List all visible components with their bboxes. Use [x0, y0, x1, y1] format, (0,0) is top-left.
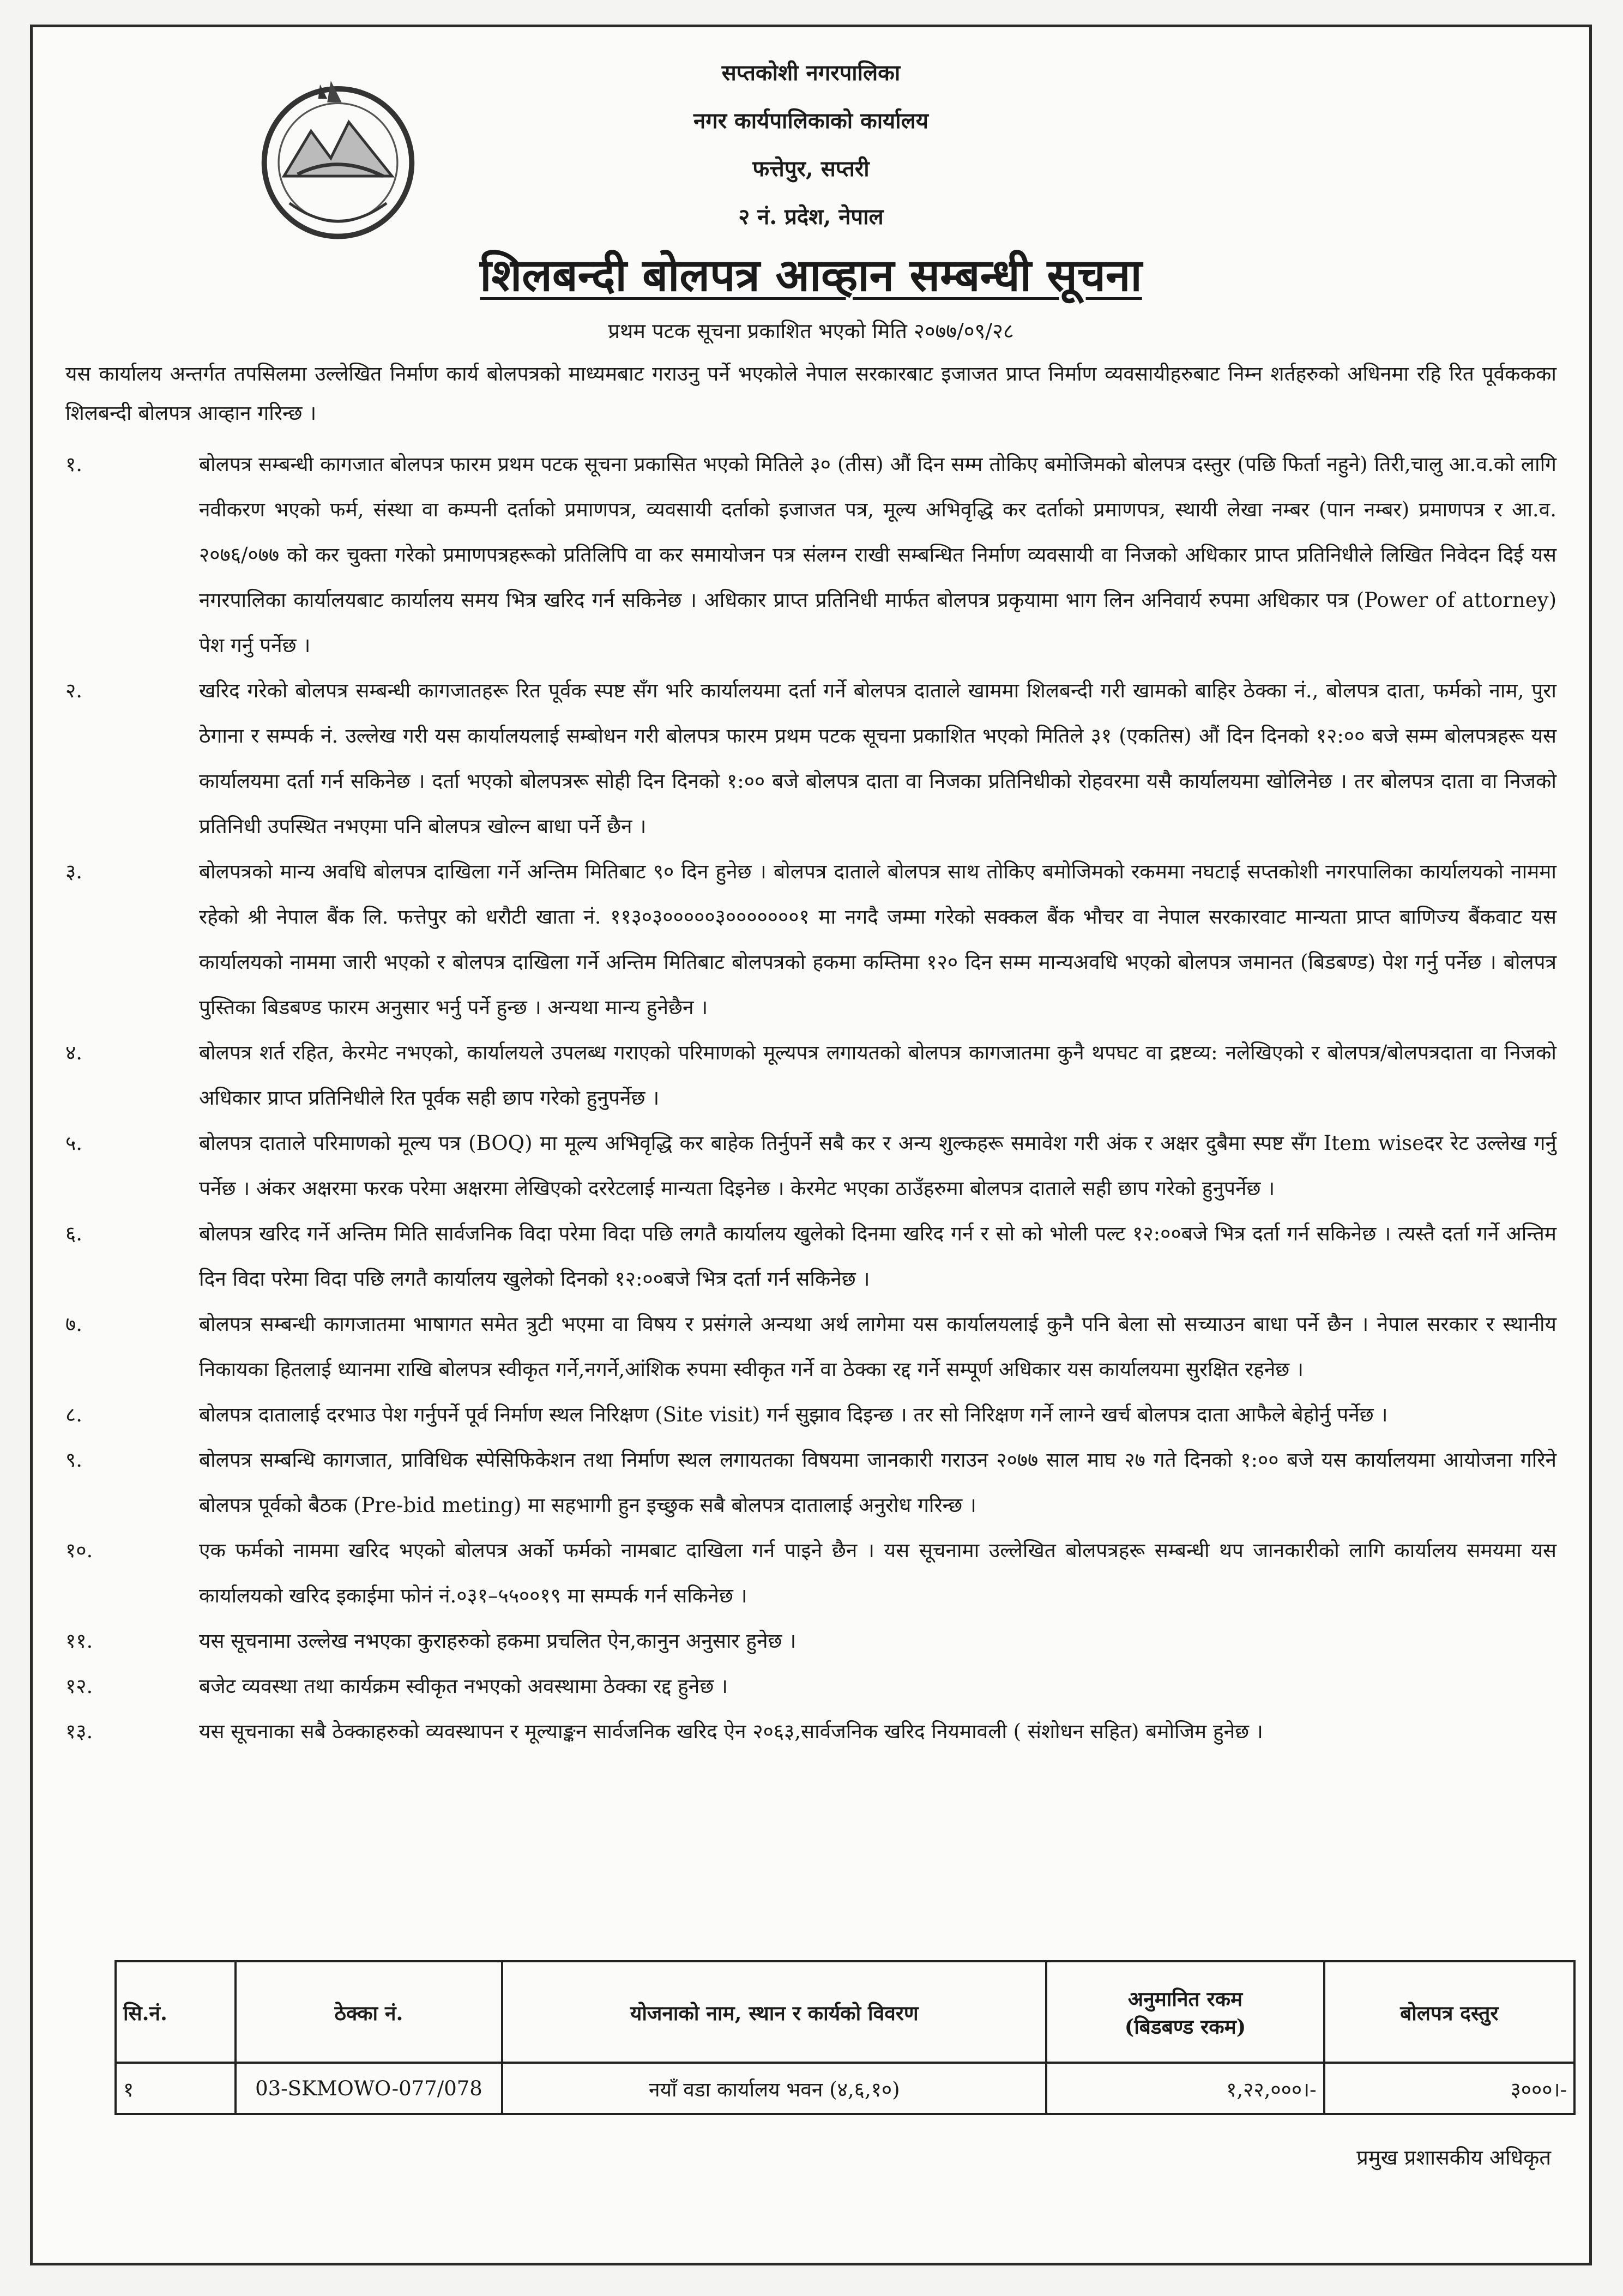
term-number: १. [65, 453, 83, 476]
term-item [65, 1030, 1556, 1120]
table-row [116, 2063, 1574, 2114]
cell-estimate: १,२२,०००।- [1046, 2063, 1324, 2114]
term-text: बोलपत्र दाताले परिमाणको मूल्य पत्र (BOQ) मा मूल्य अभिवृद्धि कर बाहेक तिर्नुपर्ने सबै कर र अन्य शुल्कहरू समावेश गरी अंक र अक्षर दुबैमा स्पष्ट सँग Item wiseदर रेट उल्लेख गर्नु पर्नेछ । अंकर अक्षरमा फरक परेमा अक्षरमा लेखिएको दररेटलाई मान्यता दिइनेछ । केरमेट भएका ठाउँहरुमा बोलपत्र दाताले सही छाप गरेको हुनुपर्नेछ । [199, 1131, 1556, 1200]
term-item [65, 1618, 1556, 1664]
term-number: १३. [65, 1720, 93, 1743]
term-item [65, 1437, 1556, 1528]
term-text: बोलपत्र सम्बन्धी कागजातमा भाषागत समेत त्रुटी भएमा वा विषय र प्रसंगले अन्यथा अर्थ लागेमा यस कार्यालयलाई कुनै पनि बेला सो सच्याउन बाधा पर्ने छैन । नेपाल सरकार र स्थानीय निकायका हितलाई ध्यानमा राखि बोलपत्र स्वीकृत गर्ने,नगर्ने,आंशिक रुपमा स्वीकृत गर्ने वा ठेक्का रद्द गर्ने सम्पूर्ण अधिकार यस कार्यालयमा सुरक्षित रहनेछ । [199, 1312, 1556, 1381]
terms-list [65, 442, 1556, 1754]
cell-project: नयाँ वडा कार्यालय भवन (४,६,१०) [502, 2063, 1046, 2114]
office-location: फत्तेपुर, सप्तरी [752, 156, 870, 182]
term-item [65, 1709, 1556, 1754]
term-text: बोलपत्र खरिद गर्ने अन्तिम मिति सार्वजनिक विदा परेमा विदा पछि लगतै कार्यालय खुलेको दिनमा खरिद गर्न र सो को भोली पल्ट १२:००बजे भित्र दर्ता गर्न सकिनेछ । त्यस्तै दर्ता गर्ने अन्तिम दिन विदा परेमा विदा पछि लगतै कार्यालय खुलेको दिनको १२:००बजे भित्र दर्ता गर्न सकिनेछ । [199, 1222, 1556, 1291]
term-number: १०. [65, 1539, 93, 1562]
term-number: ८. [65, 1403, 83, 1426]
term-text: यस सूचनाका सबै ठेक्काहरुको व्यवस्थापन र मूल्याङ्कन सार्वजनिक खरिद ऐन २०६३,सार्वजनिक खरिद नियमावली ( संशोधन सहित) बमोजिम हुनेछ । [199, 1720, 1263, 1743]
term-text: बोलपत्र सम्बन्धी कागजात बोलपत्र फारम प्रथम पटक सूचना प्रकासित भएको मितिले ३० (तीस) औं दिन सम्म तोकिए बमोजिमको बोलपत्र दस्तुर (पछि फिर्ता नहुने) तिरी,चालु आ.व.को लागि नवीकरण भएको फर्म, संस्था वा कम्पनी दर्ताको प्रमाणपत्र, व्यवसायी दर्ताको इजाजत पत्र, मूल्य अभिवृद्धि कर दर्ताको प्रमाणपत्र, स्थायी लेखा नम्बर (पान नम्बर) प्रमाणपत्र र आ.व. २०७६/०७७ को कर चुक्ता गरेको प्रमाणपत्रहरूको प्रतिलिपि वा कर समायोजन पत्र संलग्न राखी सम्बन्धित निर्माण व्यवसायी वा निजको अधिकार प्राप्त प्रतिनिधीले लिखित निवेदन दिई यस नगरपालिका कार्यालयबाट कार्यालय समय भित्र खरिद गर्न सकिनेछ । अधिकार प्राप्त प्रतिनिधी मार्फत बोलपत्र प्रकृयामा भाग लिन अनिवार्य रुपमा अधिकार पत्र (Power of attorney) पेश गर्नु पर्नेछ । [199, 453, 1556, 657]
published-date: प्रथम पटक सूचना प्रकाशित भएको मिति २०७७/०९/२८ [608, 319, 1014, 343]
term-number: ५. [65, 1131, 83, 1155]
term-text: बोलपत्र शर्त रहित, केरमेट नभएको, कार्यालयले उपलब्ध गराएको परिमाणको मूल्यपत्र लगायतको बोलपत्र कागजातमा कुनै थपघट वा द्रष्टव्य: नलेखिएको र बोलपत्र/बोलपत्रदाता वा निजको अधिकार प्राप्त प्रतिनिधीले रित पूर्वक सही छाप गरेको हुनुपर्नेछ । [199, 1041, 1556, 1110]
table-header-row [116, 1961, 1574, 2063]
term-item [65, 1392, 1556, 1437]
term-item [65, 849, 1556, 1030]
term-item [65, 1211, 1556, 1301]
estimate-header-line1: अनुमानित रकम [1127, 1987, 1243, 2011]
notice-title [33, 245, 1589, 305]
term-item [65, 1664, 1556, 1709]
term-number: ७. [65, 1312, 83, 1336]
term-number: १२. [65, 1674, 93, 1698]
col-header-contract-no: ठेक्का नं. [236, 1961, 502, 2063]
term-number: ६. [65, 1222, 83, 1245]
term-text: बोलपत्रको मान्य अवधि बोलपत्र दाखिला गर्ने अन्तिम मितिबाट ९० दिन हुनेछ । बोलपत्र दाताले बोलपत्र साथ तोकिए बमोजिमको रकममा नघटाई सप्तकोशी नगरपालिका कार्यालयको नाममा रहेको श्री नेपाल बैंक लि. फत्तेपुर को धरौटी खाता नं. ११३०३०००००३०००००००१ मा नगदै जम्मा गरेको सक्कल बैंक भौचर वा नेपाल सरकारवाट मान्यता प्राप्त बाणिज्य बैंकवाट यस कार्यालयको नाममा जारी भएको र बोलपत्र दाखिला गर्ने अन्तिम मितिबाट बोलपत्रको हकमा कम्तिमा १२० दिन सम्म मान्यअवधि भएको बोलपत्र जमानत (बिडबण्ड) पेश गर्नु पर्नेछ । बोलपत्र पुस्तिका बिडबण्ड फारम अनुसार भर्नु पर्ने हुन्छ । अन्यथा मान्य हुनेछैन । [199, 860, 1556, 1019]
term-number: २. [65, 679, 83, 702]
cell-contract-no: 03-SKMOWO-077/078 [236, 2063, 502, 2114]
term-item [65, 1120, 1556, 1211]
term-text: खरिद गरेको बोलपत्र सम्बन्धी कागजातहरू रित पूर्वक स्पष्ट सँग भरि कार्यालयमा दर्ता गर्ने बोलपत्र दाताले खाममा शिलबन्दी गरी खामको बाहिर ठेक्का नं., बोलपत्र दाता, फर्मको नाम, पुरा ठेगाना र सम्पर्क नं. उल्लेख गरी यस कार्यालयलाई सम्बोधन गरी बोलपत्र फारम प्रथम पटक सूचना प्रकाशित भएको मितिले ३१ (एकतिस) औं दिन दिनको १२:०० बजे सम्म बोलपत्रहरू यस कार्यालयमा दर्ता गर्न सकिनेछ । दर्ता भएको बोलपत्ररू सोही दिन दिनको १:०० बजे बोलपत्र दाता वा निजका प्रतिनिधीको रोहवरमा यसै कार्यालयमा खोलिनेछ । तर बोलपत्र दाता वा निजको प्रतिनिधी उपस्थित नभएमा पनि बोलपत्र खोल्न बाधा पर्ने छैन । [199, 679, 1556, 838]
term-item [65, 1301, 1556, 1392]
intro-paragraph: यस कार्यालय अन्तर्गत तपसिलमा उल्लेखित निर्माण कार्य बोलपत्रको माध्यमबाट गराउनु पर्ने भएकोले नेपाल सरकारबाट इजाजत प्राप्त निर्माण व्यवसायीहरुबाट निम्न शर्तहरुको अधिनमा रहि रित पूर्वककका शिलबन्दी बोलपत्र आव्हान गरिन्छ । [65, 362, 1556, 425]
cell-fee: ३०००।- [1324, 2063, 1574, 2114]
col-header-sn: सि.नं. [116, 1961, 236, 2063]
term-number: ९. [65, 1448, 83, 1472]
col-header-fee: बोलपत्र दस्तुर [1324, 1961, 1574, 2063]
contract-table [114, 1960, 1576, 2115]
cell-sn: १ [116, 2063, 236, 2114]
term-text: एक फर्मको नाममा खरिद भएको बोलपत्र अर्को फर्मको नामबाट दाखिला गर्न पाइने छैन । यस सूचनामा उल्लेखित बोलपत्रहरू सम्बन्धी थप जानकारीको लागि कार्यालय समयमा यस कार्यालयको खरिद इकाईमा फोनं नं.०३१–५५००१९ मा सम्पर्क गर्न सकिनेछ । [199, 1539, 1556, 1607]
term-number: ११. [65, 1629, 93, 1653]
estimate-header-line2: (बिडबण्ड रकम) [1124, 2015, 1246, 2039]
notice-page [30, 25, 1592, 2265]
term-item [65, 668, 1556, 849]
term-text: यस सूचनामा उल्लेख नभएका कुराहरुको हकमा प्रचलित ऐन,कानुन अनुसार हुनेछ । [199, 1629, 797, 1653]
province-name: २ नं. प्रदेश, नेपाल [738, 204, 884, 230]
term-item [65, 1528, 1556, 1618]
office-name: नगर कार्यपालिकाको कार्यालय [693, 108, 928, 134]
term-text: बजेट व्यवस्था तथा कार्यक्रम स्वीकृत नभएको अवस्थामा ठेक्का रद्द हुनेछ । [199, 1674, 728, 1698]
term-text: बोलपत्र सम्बन्धि कागजात, प्राविधिक स्पेसिफिकेशन तथा निर्माण स्थल लगायतका विषयमा जानकारी गराउन २०७७ साल माघ २७ गते दिनको १:०० बजे यस कार्यालयमा आयोजना गरिने बोलपत्र पूर्वको बैठक (Pre-bid meting) मा सहभागी हुन इच्छुक सबै बोलपत्र दातालाई अनुरोध गरिन्छ । [199, 1448, 1556, 1517]
notice-title-text: शिलबन्दी बोलपत्र आव्हान सम्बन्धी सूचना [480, 249, 1142, 302]
signatory-title: प्रमुख प्रशासकीय अधिकृत [1356, 2146, 1551, 2170]
col-header-project: योजनाको नाम, स्थान र कार्यको विवरण [502, 1961, 1046, 2063]
term-number: ४. [65, 1041, 83, 1064]
term-number: ३. [65, 860, 83, 883]
term-text: बोलपत्र दातालाई दरभाउ पेश गर्नुपर्ने पूर्व निर्माण स्थल निरिक्षण (Site visit) गर्न सुझाव दिइन्छ । तर सो निरिक्षण गर्ने लाग्ने खर्च बोलपत्र दाता आफैले बेहोर्नु पर्नेछ । [199, 1403, 1388, 1426]
municipality-name: सप्तकोशी नगरपालिका [721, 60, 901, 86]
term-item [65, 442, 1556, 668]
col-header-estimate [1046, 1961, 1324, 2063]
office-header [33, 49, 1589, 241]
